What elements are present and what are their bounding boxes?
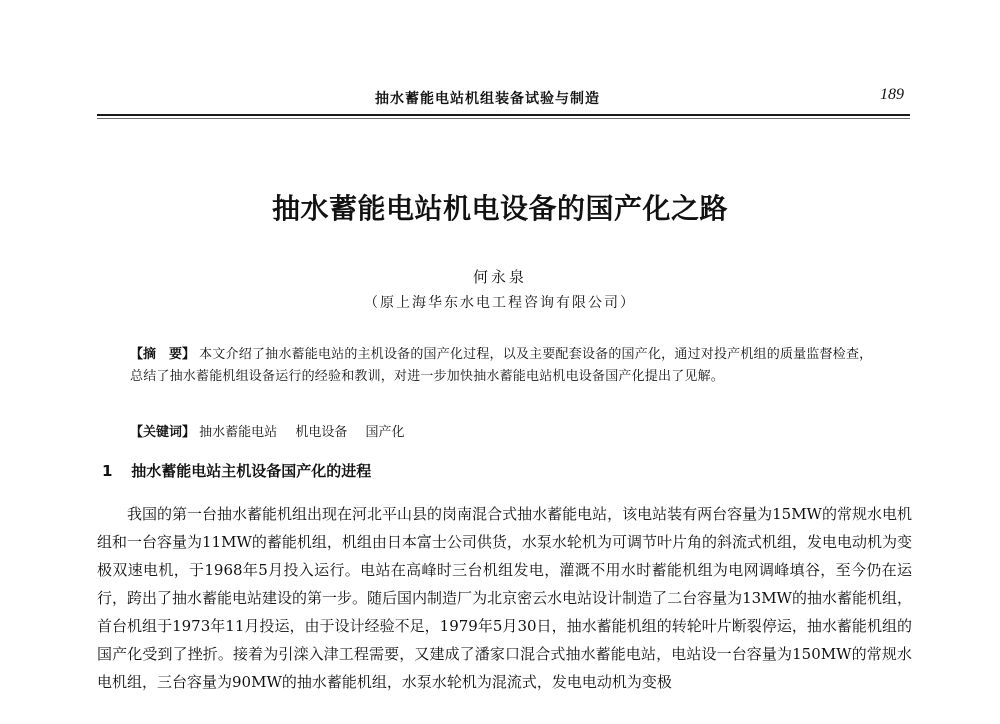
body-paragraph: 我国的第一台抽水蓄能机组出现在河北平山县的岗南混合式抽水蓄能电站，该电站装有两台容量为15MW的常规水电机组和一台容量为11MW的蓄能机组，机组由日本富士公司供货，水泵水轮机为可调节叶片角的斜流式机组，发电电动机为变极双速电机，于1968年5月投入运行。电站在高峰时三台机组发电，灌溉不用水时蓄能机组为电网调峰填谷，至今仍在运行，跨出了抽水蓄能电站建设的第一步。随后国内制造厂为北京密云水电站设计制造了二台容量为13MW的抽水蓄能机组，首台机组于1973年11月投运，由于设计经验不足，1979年5月30日，抽水蓄能机组的转轮叶片断裂停运，抽水蓄能机组的国产化受到了挫折。接着为引滦入津工程需要，又建成了潘家口混合式抽水蓄能电站，电站设一台容量为150MW的常规水电机组，三台容量为90MW的抽水蓄能机组，水泵水轮机为混流式，发电电动机为变极 <box>97 505 912 691</box>
keyword: 国产化 <box>365 425 405 440</box>
abstract <box>130 344 878 388</box>
keywords-label: 【关键词】 <box>130 425 196 440</box>
author-affiliation: （原上海华东水电工程咨询有限公司） <box>364 295 636 311</box>
keywords <box>130 421 418 440</box>
author-name: 何永泉 <box>472 268 527 286</box>
section-number: 1 <box>102 462 113 480</box>
section-title: 抽水蓄能电站主机设备国产化的进程 <box>131 462 372 480</box>
abstract-text: 本文介绍了抽水蓄能电站的主机设备的国产化过程，以及主要配套设备的国产化，通过对投产机组的质量监督检查，总结了抽水蓄能机组设备运行的经验和教训，对进一步加快抽水蓄能电站机电设备国产化提出了见解。 <box>130 347 873 384</box>
article-title: 抽水蓄能电站机电设备的国产化之路 <box>271 192 728 225</box>
running-head-title: 抽水蓄能电站机组装备试验与制造 <box>375 91 600 107</box>
keyword: 抽水蓄能电站 <box>199 425 278 440</box>
header-rule <box>97 114 910 116</box>
page-number: 189 <box>880 86 904 103</box>
section-heading <box>102 460 371 481</box>
header-rule-thin <box>97 118 910 119</box>
abstract-label: 【摘 要】 <box>130 347 196 362</box>
keyword: 机电设备 <box>295 425 348 440</box>
